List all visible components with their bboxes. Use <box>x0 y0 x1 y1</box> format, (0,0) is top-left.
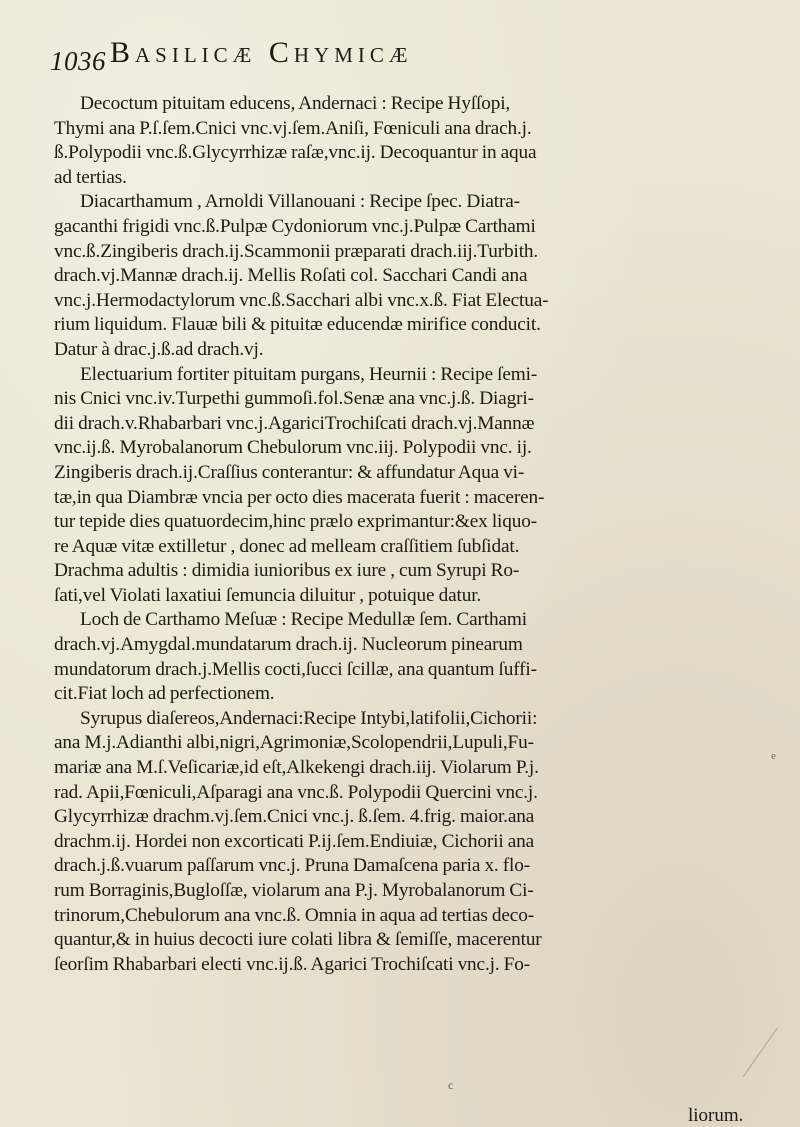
text-line: rad. Apii,Fœniculi,Aſparagi ana vnc.ß. Polypodii Quercini vnc.j. <box>54 781 538 803</box>
text-line: tur tepide dies quatuordecim,hinc prælo exprimantur:&ex liquo- <box>54 511 537 533</box>
running-head: Basilicæ Chymicæ <box>110 36 413 69</box>
text-line: ana M.j.Adianthi albi,nigri,Agrimoniæ,Scolopendrii,Lupuli,Fu- <box>54 732 534 754</box>
text-line: quantur,& in huius decocti iure colati libra & ſemiſſe, macerentur <box>54 929 542 951</box>
text-line: vnc.ij.ß. Myrobalanorum Chebulorum vnc.iij. Polypodii vnc. ij. <box>54 437 532 459</box>
text-line: drach.j.ß.vuarum paſſarum vnc.j. Pruna Damaſcena paria x. flo- <box>54 855 531 877</box>
body-text <box>54 92 739 977</box>
text-line: cit.Fiat loch ad perfectionem. <box>54 683 275 705</box>
margin-mark: e <box>771 750 776 762</box>
text-line: gacanthi frigidi vnc.ß.Pulpæ Cydoniorum vnc.j.Pulpæ Carthami <box>54 215 536 237</box>
text-line: vnc.j.Hermodactylorum vnc.ß.Sacchari albi vnc.x.ß. Fiat Electua- <box>54 289 549 311</box>
text-line: Glycyrrhizæ drachm.vj.ſem.Cnici vnc.j. ß.ſem. 4.frig. maior.ana <box>54 806 535 828</box>
text-line: Decoctum pituitam educens, Andernaci : Recipe Hyſſopi, <box>80 93 511 114</box>
text-line: Drachma adultis : dimidia iunioribus ex iure , cum Syrupi Ro- <box>54 560 520 582</box>
text-line: rium liquidum. Flauæ bili & pituitæ educendæ mirifice conducit. <box>54 314 541 336</box>
text-line: Datur à drac.j.ß.ad drach.vj. <box>54 338 264 360</box>
text-line: trinorum,Chebulorum ana vnc.ß. Omnia in aqua ad tertias deco- <box>54 904 534 926</box>
text-line: drachm.ij. Hordei non excorticati P.ij.ſem.Endiuiæ, Cichorii ana <box>54 830 535 852</box>
text-line: dii drach.v.Rhabarbari vnc.j.AgariciTrochiſcati drach.vj.Mannæ <box>54 412 535 434</box>
text-line: Zingiberis drach.ij.Craſſius conterantur: & affundatur Aqua vi- <box>54 461 525 483</box>
page-header <box>50 32 750 82</box>
text-line: re Aquæ vitæ extilletur , donec ad melleam craſſitiem ſubſidat. <box>54 535 520 557</box>
text-line: rum Borraginis,Bugloſſæ, violarum ana P.j. Myrobalanorum Ci- <box>54 880 534 901</box>
text-line: nis Cnici vnc.iv.Turpethi gummoſi.fol.Senæ ana vnc.j.ß. Diagri- <box>54 388 534 410</box>
text-line: drach.vj.Amygdal.mundatarum drach.ij. Nucleorum pinearum <box>54 634 523 656</box>
text-line: Thymi ana P.ſ.ſem.Cnici vnc.vj.ſem.Aniſi, Fœniculi ana drach.j. <box>54 117 532 139</box>
page-number: 1036 <box>50 46 106 76</box>
text-line: ad tertias. <box>54 166 127 188</box>
text-line: tæ,in qua Diambræ vncia per octo dies macerata fuerit : maceren- <box>54 486 545 508</box>
text-line: Diacarthamum , Arnoldi Villanouani : Recipe ſpec. Diatra- <box>80 191 520 213</box>
text-line: mariæ ana M.ſ.Veſicariæ,id eſt,Alkekengi drach.iij. Violarum P.j. <box>54 757 539 779</box>
text-line: ß.Polypodii vnc.ß.Glycyrrhizæ raſæ,vnc.ij. Decoquantur in aqua <box>54 142 537 164</box>
text-line: Electuarium fortiter pituitam purgans, Heurnii : Recipe ſemi- <box>80 363 538 385</box>
text-line: Loch de Carthamo Meſuæ : Recipe Medullæ ſem. Carthami <box>80 609 527 631</box>
text-line: ſeorſim Rhabarbari electi vnc.ij.ß. Agarici Trochiſcati vnc.j. Fo- <box>54 953 531 975</box>
text-line: drach.vj.Mannæ drach.ij. Mellis Roſati col. Sacchari Candi ana <box>54 265 528 287</box>
stray-mark: c <box>448 1078 454 1092</box>
text-line: mundatorum drach.j.Mellis cocti,ſucci ſcillæ, ana quantum ſuffi- <box>54 658 537 680</box>
catchword: liorum. <box>688 1105 744 1126</box>
text-line: ſati,vel Violati laxatiui ſemuncia diluitur , potuique datur. <box>54 584 482 606</box>
text-line: vnc.ß.Zingiberis drach.ij.Scammonii præparati drach.iij.Turbith. <box>54 240 539 262</box>
text-line: Syrupus diaſereos,Andernaci:Recipe Intybi,latifolii,Cichorii: <box>80 707 538 729</box>
